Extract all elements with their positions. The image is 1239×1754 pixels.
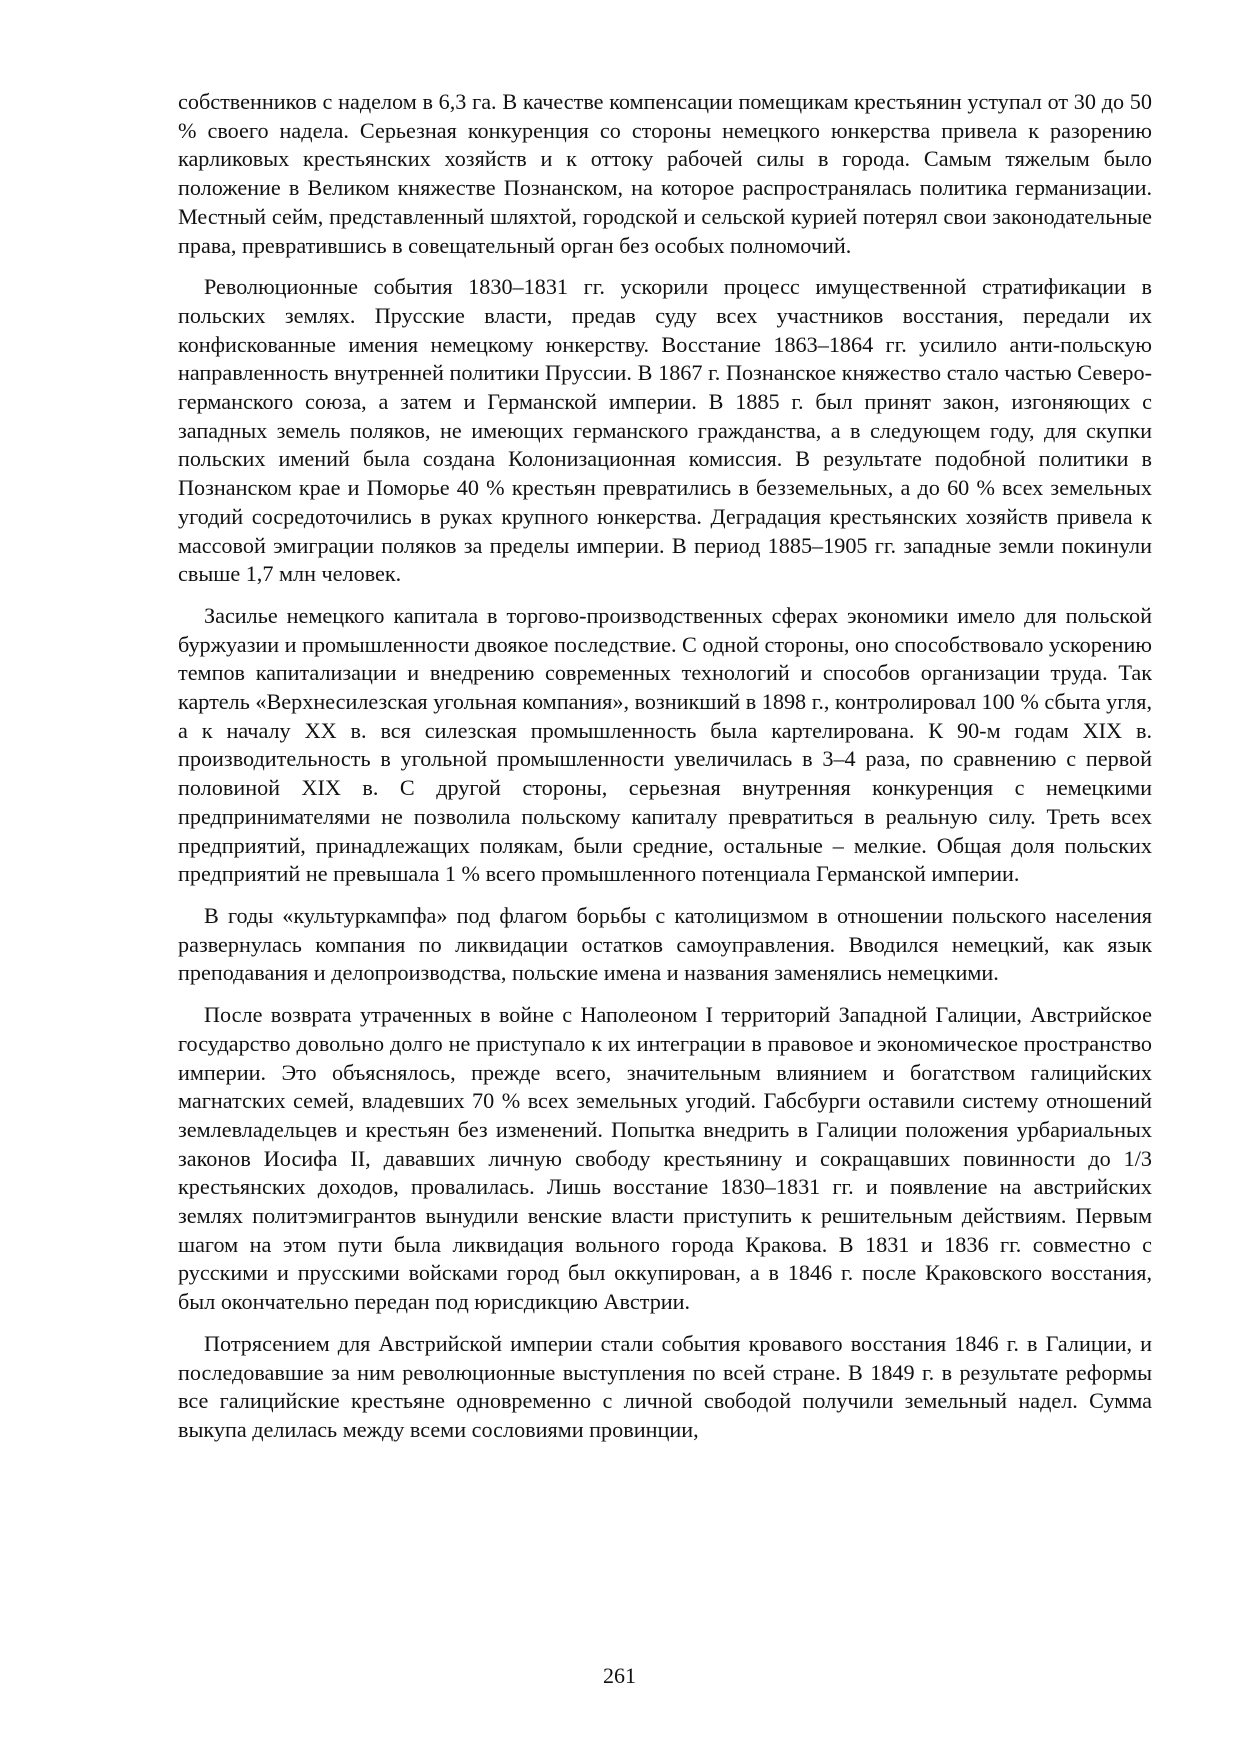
- paragraph-5: После возврата утраченных в войне с Наполеоном I территорий Западной Галиции, Австрийское государство довольно долго не приступало к их интеграции в правовое и экономическое пространство империи. Это объяснялось, прежде всего, значительным влиянием и богатством галицийских магнатских семей, владевших 70 % всех земельных угодий. Габсбурги оставили систему отношений землевладельцев и крестьян без изменений. Попытка внедрить в Галиции положения урбариальных законов Иосифа II, дававших личную свободу крестьянину и сокращавших повинности до 1/3 крестьянских доходов, провалилась. Лишь восстание 1830–1831 гг. и появление на австрийских землях политэмигрантов вынудили венские власти приступить к решительным действиям. Первым шагом на этом пути была ликвидация вольного города Кракова. В 1831 и 1836 гг. совместно с русскими и прусскими войсками город был оккупирован, а в 1846 г. после Краковского восстания, был окончательно передан под юрисдикцию Австрии.: [178, 1002, 1152, 1315]
- body-text: [178, 88, 1152, 1458]
- paragraph-3: Засилье немецкого капитала в торгово-производственных сферах экономики имело для польской буржуазии и промышленности двоякое последствие. С одной стороны, оно способствовало ускорению темпов капитализации и внедрению современных технологий и способов организации труда. Так картель «Верхнесилезская угольная компания», возникший в 1898 г., контролировал 100 % сбыта угля, а к началу XX в. вся силезская промышленность была картелирована. К 90-м годам XIX в. производительность в угольной промышленности увеличилась в 3–4 раза, по сравнению с первой половиной XIX в. С другой стороны, серьезная внутренняя конкуренция с немецкими предпринимателями не позволила польскому капиталу превратиться в реальную силу. Треть всех предприятий, принадлежащих полякам, были средние, остальные – мелкие. Общая доля польских предприятий не превышала 1 % всего промышленного потенциала Германской империи.: [178, 602, 1153, 887]
- page-number: 261: [603, 1663, 636, 1688]
- paragraph-6: Потрясением для Австрийской империи стали события кровавого восстания 1846 г. в Галиции, и последовавшие за ним революционные выступления по всей стране. В 1849 г. в результате реформы все галицийские крестьяне одновременно с личной свободой получили земельный надел. Сумма выкупа делилась между всеми сословиями провинции,: [178, 1330, 1152, 1442]
- paragraph-4: В годы «культуркампфа» под флагом борьбы с католицизмом в отношении польского населения развернулась компания по ликвидации остатков самоуправления. Вводился немецкий, как язык преподавания и делопроизводства, польские имена и названия заменялись немецкими.: [178, 902, 1152, 986]
- paragraph-2: Революционные события 1830–1831 гг. ускорили процесс имущественной стратификации в польских землях. Прусские власти, предав суду всех участников восстания, передали их конфискованные имения немецкому юнкерству. Восстание 1863–1864 гг. усилило анти-польскую направленность внутренней политики Пруссии. В 1867 г. Познанское княжество стало частью Северо-германского союза, а затем и Германской империи. В 1885 г. был принят закон, изгоняющих с западных земель поляков, не имеющих германского гражданства, а в следующем году, для скупки польских имений была создана Колонизационная комиссия. В результате подобной политики в Познанском крае и Поморье 40 % крестьян превратились в безземельных, а до 60 % всех земельных угодий сосредоточились в руках крупного юнкерства. Деградация крестьянских хозяйств привела к массовой эмиграции поляков за пределы империи. В период 1885–1905 гг. западные земли покинули свыше 1,7 млн человек.: [178, 274, 1152, 587]
- paragraph-1: собственников с наделом в 6,3 га. В качестве компенсации помещикам крестьянин уступал от 30 до 50 % своего надела. Серьезная конкуренция со стороны немецкого юнкерства привела к разорению карликовых крестьянских хозяйств и к оттоку рабочей силы в города. Самым тяжелым было положение в Великом княжестве Познанском, на которое распространялась политика германизации. Местный сейм, представленный шляхтой, городской и сельской курией потерял свои законодательные права, превратившись в совещательный орган без особых полномочий.: [178, 89, 1152, 258]
